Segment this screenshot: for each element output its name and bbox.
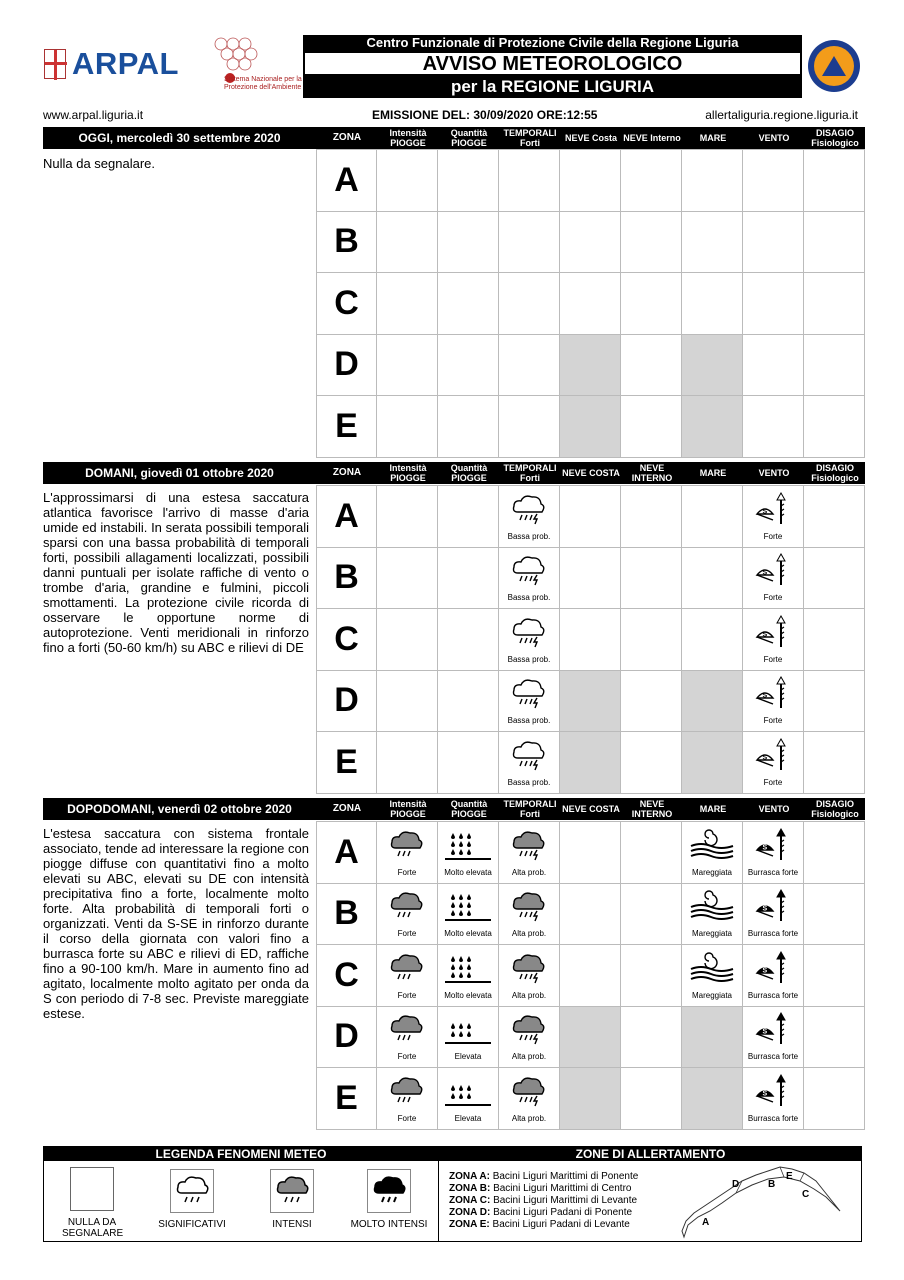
phenomenon-cell [560, 945, 621, 1006]
phenomenon-cell [804, 548, 865, 609]
day-title: DOMANI, giovedì 01 ottobre 2020 [85, 466, 274, 480]
arpal-logo [44, 46, 179, 82]
phenomenon-cell [682, 150, 743, 211]
wind-icon [753, 828, 793, 867]
legend-title: LEGENDA FENOMENI METEO [44, 1147, 438, 1161]
center-name: Centro Funzionale di Protezione Civile della Regione Liguria [303, 35, 802, 51]
legend-panel [43, 1146, 862, 1242]
phenomenon-cell [621, 884, 682, 945]
svg-text:S: S [762, 631, 768, 639]
phenomenon-cell [438, 884, 499, 945]
storm-icon [509, 951, 549, 990]
wind-icon [753, 492, 793, 531]
zone-row [316, 609, 865, 671]
column-header: ZONA [316, 798, 377, 820]
level-caption: Forte [397, 1052, 417, 1062]
phenomenon-cell [560, 1068, 621, 1129]
phenomenon-cell [377, 609, 438, 670]
zone-row [316, 273, 865, 335]
level-caption: Molto elevata [444, 990, 492, 1000]
shield-icon [44, 49, 66, 79]
phenomenon-cell [621, 548, 682, 609]
day-description: L'approssimarsi di una estesa saccatura atlantica favorisce l'arrivo di masse d'aria umide ed instabili. In serata possibili temporali sparsi con una bassa probabilità di temporali forti, possibili allagamenti localizzati, possibili danni puntuali per isolate raffiche di vento o trombe d'aria, grandine e fulmini, piccoli smottamenti. La protezione civile ricorda di osservare le opportune norme di autoprotezione. Venti meridionali in rinforzo fino a forti (50-60 km/h) su ABC e rilievi di DE [43, 490, 309, 655]
level-caption: Forte [763, 593, 783, 603]
column-header: ZONA [316, 462, 377, 484]
column-header: MARE [682, 462, 743, 484]
phenomenon-cell [682, 335, 743, 396]
zone-label: A [316, 822, 377, 883]
zone-row [316, 335, 865, 397]
phenomenon-cell [499, 335, 560, 396]
quantity-icon [443, 828, 493, 867]
svg-text:S: S [762, 967, 768, 975]
svg-text:S: S [762, 692, 768, 700]
phenomenon-cell [377, 671, 438, 732]
phenomenon-cell [438, 335, 499, 396]
level-caption: Forte [397, 867, 417, 877]
phenomenon-cell [621, 150, 682, 211]
phenomenon-cell [621, 486, 682, 547]
phenomenon-cell [743, 609, 804, 670]
phenomenon-cell [621, 212, 682, 273]
level-caption: Alta prob. [511, 867, 547, 877]
phenomenon-cell [682, 1007, 743, 1068]
phenomenon-cell [438, 671, 499, 732]
phenomenon-cell [682, 945, 743, 1006]
zone-row [316, 150, 865, 212]
zone-label: A [316, 486, 377, 547]
column-header: MARE [682, 798, 743, 820]
sea-icon [689, 889, 735, 928]
level-caption: Bassa prob. [507, 716, 551, 726]
phenomenon-cell [560, 273, 621, 334]
storm-icon [509, 738, 549, 777]
zone-row [316, 732, 865, 794]
phenomenon-cell [377, 396, 438, 457]
zone-row [316, 884, 865, 946]
phenomenon-cell [438, 732, 499, 793]
zone-row [316, 822, 865, 884]
column-header: ZONA [316, 127, 377, 149]
column-header: NEVE COSTA [560, 462, 621, 484]
storm-icon [509, 553, 549, 592]
phenomenon-cell [682, 212, 743, 273]
level-caption: Forte [397, 990, 417, 1000]
phenomenon-cell [682, 273, 743, 334]
day-title: DOPODOMANI, venerdì 02 ottobre 2020 [67, 802, 292, 816]
zone-item: ZONA E: Bacini Liguri Padani di Levante [449, 1219, 630, 1230]
column-header: NEVE COSTA [560, 798, 621, 820]
column-header: Quantità PIOGGE [438, 798, 499, 820]
phenomenon-cell [682, 396, 743, 457]
storm-icon [509, 1074, 549, 1113]
phenomenon-cell [743, 150, 804, 211]
phenomenon-cell [804, 150, 865, 211]
zone-label: E [316, 1068, 377, 1129]
quantity-icon [443, 951, 493, 990]
phenomenon-cell [560, 671, 621, 732]
zone-label: D [316, 335, 377, 396]
phenomenon-cell [377, 822, 438, 883]
phenomenon-cell [560, 335, 621, 396]
zone-row [316, 396, 865, 458]
level-caption: Molto elevata [444, 929, 492, 939]
phenomenon-cell [377, 548, 438, 609]
column-header: TEMPORALI Forti [499, 127, 560, 149]
region-title: per la REGIONE LIGURIA [303, 76, 802, 98]
phenomenon-cell [804, 732, 865, 793]
heavy-rain-icon [369, 1171, 409, 1211]
phenomenon-cell [743, 486, 804, 547]
phenomenon-cell [621, 1068, 682, 1129]
zone-grid [316, 149, 865, 458]
phenomenon-cell [621, 273, 682, 334]
day-title: OGGI, mercoledì 30 settembre 2020 [78, 131, 281, 145]
phenomenon-cell [499, 609, 560, 670]
zone-label: E [316, 732, 377, 793]
phenomenon-cell [377, 1068, 438, 1129]
zone-row [316, 671, 865, 733]
phenomenon-cell [377, 486, 438, 547]
phenomenon-cell [804, 609, 865, 670]
phenomenon-cell [743, 212, 804, 273]
phenomenon-cell [560, 732, 621, 793]
phenomenon-cell [438, 945, 499, 1006]
level-caption: Forte [763, 531, 783, 541]
quantity-icon [443, 1074, 493, 1113]
civil-protection-logo [808, 40, 860, 92]
svg-text:S: S [762, 569, 768, 577]
phenomenon-cell [377, 1007, 438, 1068]
phenomenon-cell [560, 884, 621, 945]
phenomenon-cell [438, 273, 499, 334]
level-caption: Bassa prob. [507, 531, 551, 541]
phenomenon-cell [499, 1068, 560, 1129]
rain-icon [387, 828, 427, 867]
phenomenon-cell [621, 945, 682, 1006]
level-caption: Forte [763, 716, 783, 726]
wind-icon [753, 738, 793, 777]
level-caption: Bassa prob. [507, 777, 551, 787]
map-label-a: A [702, 1217, 710, 1228]
column-header: Quantità PIOGGE [438, 462, 499, 484]
phenomenon-cell [621, 335, 682, 396]
phenomenon-cell [743, 273, 804, 334]
logo-text: ARPAL [72, 46, 179, 81]
phenomenon-cell [499, 548, 560, 609]
phenomenon-cell [499, 273, 560, 334]
phenomenon-cell [743, 1007, 804, 1068]
storm-icon [509, 828, 549, 867]
phenomenon-cell [682, 732, 743, 793]
level-caption: Forte [397, 1113, 417, 1123]
wind-icon [753, 889, 793, 928]
svg-text:S: S [762, 1090, 768, 1098]
phenomenon-cell [682, 1068, 743, 1129]
zones-title: ZONE DI ALLERTAMENTO [439, 1147, 862, 1161]
column-header: TEMPORALI Forti [499, 798, 560, 820]
map-label-d: D [732, 1179, 740, 1190]
phenomenon-cell [621, 1007, 682, 1068]
phenomenon-cell [743, 732, 804, 793]
zone-label: B [316, 548, 377, 609]
phenomenon-cell [621, 822, 682, 883]
zone-item: ZONA C: Bacini Liguri Marittimi di Levante [449, 1195, 638, 1206]
zone-row [316, 1007, 865, 1069]
level-caption: Elevata [454, 1113, 482, 1123]
website-left[interactable]: www.arpal.liguria.it [43, 108, 144, 122]
phenomenon-cell [560, 822, 621, 883]
zone-row [316, 486, 865, 548]
column-header: VENTO [743, 462, 804, 484]
phenomenon-cell [438, 396, 499, 457]
phenomenon-cell [438, 548, 499, 609]
phenomenon-cell [804, 671, 865, 732]
phenomenon-cell [499, 212, 560, 273]
day-header [43, 462, 865, 484]
column-header: Intensità PIOGGE [377, 798, 438, 820]
zone-row [316, 212, 865, 274]
map-label-e: E [786, 1171, 793, 1182]
zone-grid [316, 821, 865, 1130]
rain-icon [387, 1012, 427, 1051]
phenomenon-cell [743, 548, 804, 609]
zone-item: ZONA B: Bacini Liguri Marittimi di Centro [449, 1183, 632, 1194]
day-header [43, 798, 865, 820]
level-caption: Alta prob. [511, 929, 547, 939]
zone-label: E [316, 396, 377, 457]
phenomenon-cell [438, 609, 499, 670]
snpa-text: Sistema Nazionale per la Protezione dell'Ambiente [224, 76, 302, 91]
column-header: NEVE Costa [560, 127, 621, 149]
phenomenon-cell [804, 1007, 865, 1068]
quantity-icon [443, 889, 493, 928]
phenomenon-cell [499, 732, 560, 793]
rain-icon [387, 951, 427, 990]
zones-map [676, 1161, 856, 1241]
phenomenon-cell [560, 609, 621, 670]
phenomenon-cell [743, 822, 804, 883]
zone-row [316, 945, 865, 1007]
level-caption: Alta prob. [511, 990, 547, 1000]
phenomenon-cell [804, 273, 865, 334]
phenomenon-cell [499, 150, 560, 211]
phenomenon-cell [682, 884, 743, 945]
rain-icon [387, 889, 427, 928]
wind-icon [753, 615, 793, 654]
column-header: DISAGIO Fisiologico [804, 462, 865, 484]
phenomenon-cell [377, 150, 438, 211]
level-caption: Forte [397, 929, 417, 939]
zones-list [449, 1171, 638, 1231]
zone-label: C [316, 273, 377, 334]
phenomenon-cell [743, 945, 804, 1006]
level-caption: Mareggiata [691, 990, 733, 1000]
wind-icon [753, 1074, 793, 1113]
level-caption: Alta prob. [511, 1052, 547, 1062]
zone-item: ZONA A: Bacini Liguri Marittimi di Ponente [449, 1171, 639, 1182]
phenomenon-cell [438, 822, 499, 883]
phenomenon-cell [743, 671, 804, 732]
level-caption: Burrasca forte [747, 1113, 799, 1123]
svg-text:S: S [762, 905, 768, 913]
level-caption: Bassa prob. [507, 654, 551, 664]
rain-icon [387, 1074, 427, 1113]
document-title: AVVISO METEOROLOGICO [303, 51, 802, 76]
zone-label: C [316, 609, 377, 670]
phenomenon-cell [804, 945, 865, 1006]
level-caption: Burrasca forte [747, 867, 799, 877]
phenomenon-cell [621, 671, 682, 732]
column-header: NEVE Interno [621, 127, 682, 149]
zone-item: ZONA D: Bacini Liguri Padani di Ponente [449, 1207, 633, 1218]
phenomenon-cell [438, 212, 499, 273]
storm-icon [509, 1012, 549, 1051]
svg-text:S: S [762, 508, 768, 516]
phenomenon-cell [499, 945, 560, 1006]
level-caption: Elevata [454, 1052, 482, 1062]
svg-text:S: S [762, 844, 768, 852]
wind-icon [753, 676, 793, 715]
day-header [43, 127, 865, 149]
zone-label: A [316, 150, 377, 211]
storm-icon [509, 676, 549, 715]
zone-row [316, 1068, 865, 1130]
svg-text:S: S [762, 754, 768, 762]
level-caption: Burrasca forte [747, 1052, 799, 1062]
phenomenon-cell [377, 732, 438, 793]
phenomenon-cell [377, 212, 438, 273]
phenomenon-cell [804, 884, 865, 945]
level-caption: Alta prob. [511, 1113, 547, 1123]
phenomenon-cell [438, 150, 499, 211]
phenomenon-cell [621, 396, 682, 457]
phenomenon-cell [499, 822, 560, 883]
phenomenon-cell [438, 1007, 499, 1068]
map-label-b: B [768, 1179, 776, 1190]
level-caption: Bassa prob. [507, 593, 551, 603]
website-right[interactable]: allertaliguria.regione.liguria.it [705, 108, 858, 122]
phenomenon-cell [377, 945, 438, 1006]
level-caption: Forte [763, 654, 783, 664]
column-header: NEVE INTERNO [621, 462, 682, 484]
phenomenon-cell [499, 1007, 560, 1068]
storm-icon [509, 615, 549, 654]
svg-text:S: S [762, 1028, 768, 1036]
zone-row [316, 548, 865, 610]
zone-label: D [316, 671, 377, 732]
phenomenon-cell [499, 486, 560, 547]
level-caption: Burrasca forte [747, 929, 799, 939]
storm-icon [509, 492, 549, 531]
zone-label: C [316, 945, 377, 1006]
column-header: Quantità PIOGGE [438, 127, 499, 149]
legend-item-none: NULLA DA SEGNALARE [52, 1167, 132, 1239]
phenomenon-cell [560, 212, 621, 273]
phenomenon-cell [560, 1007, 621, 1068]
map-label-c: C [802, 1189, 810, 1200]
level-caption: Mareggiata [691, 867, 733, 877]
level-caption: Molto elevata [444, 867, 492, 877]
day-description: L'estesa saccatura con sistema frontale associato, tende ad interessare la regione con piogge diffuse con quantitativi fino a molto elevati su ABC, elevati su DE con intensità precipitativa fino a forte, localmente molto forte. Alta probabilità di temporali forti o organizzati. Venti da S-SE in rinforzo durante il corso della giornata con valori fino a burrasca forte su ABC e rilievi di ED, raffiche fino a 90-100 km/h. Mare in aumento fino ad agitato, localmente molto agitato per onda da S con periodo di 7-8 sec. Previste mareggiate estese. [43, 826, 309, 1021]
phenomenon-cell [743, 1068, 804, 1129]
legend-item-intense: INTENSI [252, 1169, 332, 1230]
phenomenon-cell [682, 486, 743, 547]
zone-grid [316, 485, 865, 794]
phenomenon-cell [804, 396, 865, 457]
phenomenon-cell [560, 548, 621, 609]
phenomenon-cell [743, 335, 804, 396]
phenomenon-cell [804, 1068, 865, 1129]
phenomenon-cell [682, 822, 743, 883]
phenomenon-cell [743, 884, 804, 945]
quantity-icon [443, 1012, 493, 1051]
storm-icon [509, 889, 549, 928]
phenomenon-cell [499, 396, 560, 457]
column-header: MARE [682, 127, 743, 149]
sea-icon [689, 951, 735, 990]
phenomenon-cell [682, 609, 743, 670]
phenomenon-cell [682, 671, 743, 732]
column-header: Intensità PIOGGE [377, 127, 438, 149]
wind-icon [753, 951, 793, 990]
phenomenon-cell [804, 212, 865, 273]
zone-label: B [316, 884, 377, 945]
storm-icon [172, 1171, 212, 1211]
phenomenon-cell [499, 884, 560, 945]
phenomenon-cell [499, 671, 560, 732]
phenomenon-cell [377, 884, 438, 945]
zone-label: D [316, 1007, 377, 1068]
column-header: VENTO [743, 127, 804, 149]
column-header: NEVE INTERNO [621, 798, 682, 820]
phenomenon-cell [438, 486, 499, 547]
phenomenon-cell [377, 273, 438, 334]
wind-icon [753, 553, 793, 592]
phenomenon-cell [560, 486, 621, 547]
phenomenon-cell [804, 335, 865, 396]
level-caption: Forte [763, 777, 783, 787]
column-header: DISAGIO Fisiologico [804, 798, 865, 820]
column-header: Intensità PIOGGE [377, 462, 438, 484]
phenomenon-cell [560, 396, 621, 457]
column-header: TEMPORALI Forti [499, 462, 560, 484]
emission-date: EMISSIONE DEL: 30/09/2020 ORE:12:55 [372, 108, 598, 122]
legend-item-very-intense: MOLTO INTENSI [339, 1169, 439, 1230]
rain-icon [272, 1171, 312, 1211]
level-caption: Burrasca forte [747, 990, 799, 1000]
phenomenon-cell [377, 335, 438, 396]
day-description: Nulla da segnalare. [43, 156, 156, 171]
phenomenon-cell [804, 486, 865, 547]
zone-label: B [316, 212, 377, 273]
sea-icon [689, 828, 735, 867]
wind-icon [753, 1012, 793, 1051]
phenomenon-cell [621, 609, 682, 670]
phenomenon-cell [804, 822, 865, 883]
column-header: DISAGIO Fisiologico [804, 127, 865, 149]
phenomenon-cell [682, 548, 743, 609]
title-box [303, 35, 802, 98]
phenomenon-cell [621, 732, 682, 793]
level-caption: Mareggiata [691, 929, 733, 939]
phenomenon-cell [560, 150, 621, 211]
column-header: VENTO [743, 798, 804, 820]
phenomenon-cell [438, 1068, 499, 1129]
phenomenon-cell [743, 396, 804, 457]
legend-item-significant: SIGNIFICATIVI [144, 1169, 240, 1230]
